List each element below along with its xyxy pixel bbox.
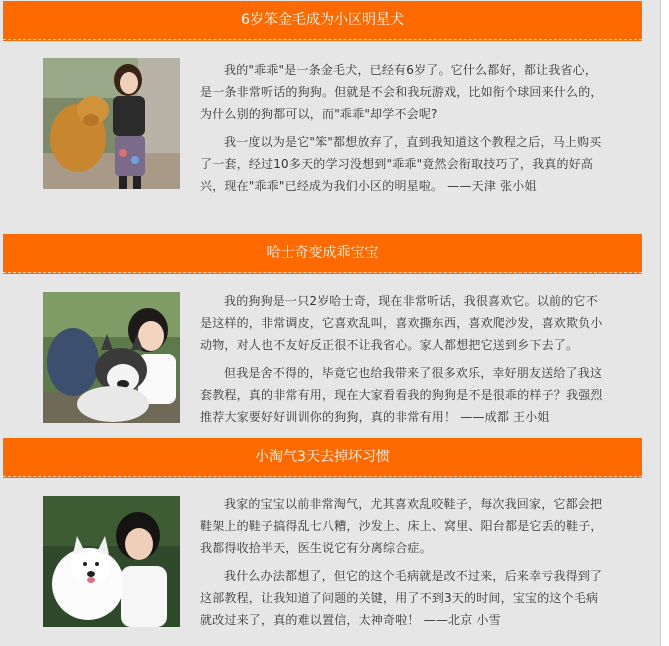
story-2-paragraph-1: 我的狗狗是一只2岁哈士奇，现在非常听话，我很喜欢它。以前的它不是这样的，非常调皮，它喜欢乱叫，喜欢撕东西，喜欢爬沙发，喜欢欺负小动物，对人也不友好反正很不让我省心。家人都想把它送到乡下去了。 (200, 294, 603, 352)
story-1-paragraph-1: 我的"乖乖"是一条金毛犬，已经有6岁了。它什么都好，都让我省心，是一条非常听话的狗狗。但就是不会和我玩游戏，比如衔个球回来什么的，为什么别的狗都可以，而"乖乖"却学不会呢? (200, 63, 603, 121)
story-2-text (200, 290, 606, 434)
story-3-text (200, 493, 606, 637)
story-1-text (200, 59, 606, 203)
story-2-title: 哈士奇变成乖宝宝 (266, 245, 379, 261)
story-1-paragraph-2: 我一度以为是它"笨"都想放弃了，直到我知道这个教程之后，马上购买了一套，经过10多天的学习没想到"乖乖"竟然会衔取技巧了，我真的好高兴，现在"乖乖"已经成为我们小区的明星啦。 ——天津 张小姐 (200, 135, 602, 193)
story-1-photo (43, 58, 180, 189)
story-3-paragraph-1: 我家的宝宝以前非常淘气，尤其喜欢乱咬鞋子，每次我回家，它都会把鞋架上的鞋子搞得乱七八糟，沙发上、床上、窝里、阳台都是它丢的鞋子，我都得收拾半天，医生说它有分离综合症。 (200, 497, 603, 555)
story-3-paragraph-2: 我什么办法都想了，但它的这个毛病就是改不过来，后来幸亏我得到了这部教程，让我知道了问题的关键，用了不到3天的时间，宝宝的这个毛病就改过来了，真的难以置信，太神奇啦！ ——北京 小雪 (200, 569, 603, 627)
woman-with-husky-photo (43, 292, 180, 423)
story-3-photo (43, 496, 180, 627)
girl-with-samoyed-photo (43, 496, 180, 627)
story-2-paragraph-2: 但我是舍不得的，毕竟它也给我带来了很多欢乐，幸好朋友送给了我这套教程，真的非常有用，现在大家看看我的狗狗是不是很乖的样子？我强烈推荐大家要好好训训你的狗狗，真的非常有用！ ——成都 王小姐 (200, 366, 603, 424)
story-2-header (3, 234, 642, 274)
story-3-title: 小淘气3天去掉坏习惯 (255, 449, 390, 465)
story-2-photo (43, 292, 180, 423)
story-1-header (3, 1, 642, 41)
story-1-title: 6岁笨金毛成为小区明星犬 (241, 12, 404, 28)
woman-with-golden-retriever-photo (43, 58, 180, 189)
story-3-header (3, 438, 642, 478)
